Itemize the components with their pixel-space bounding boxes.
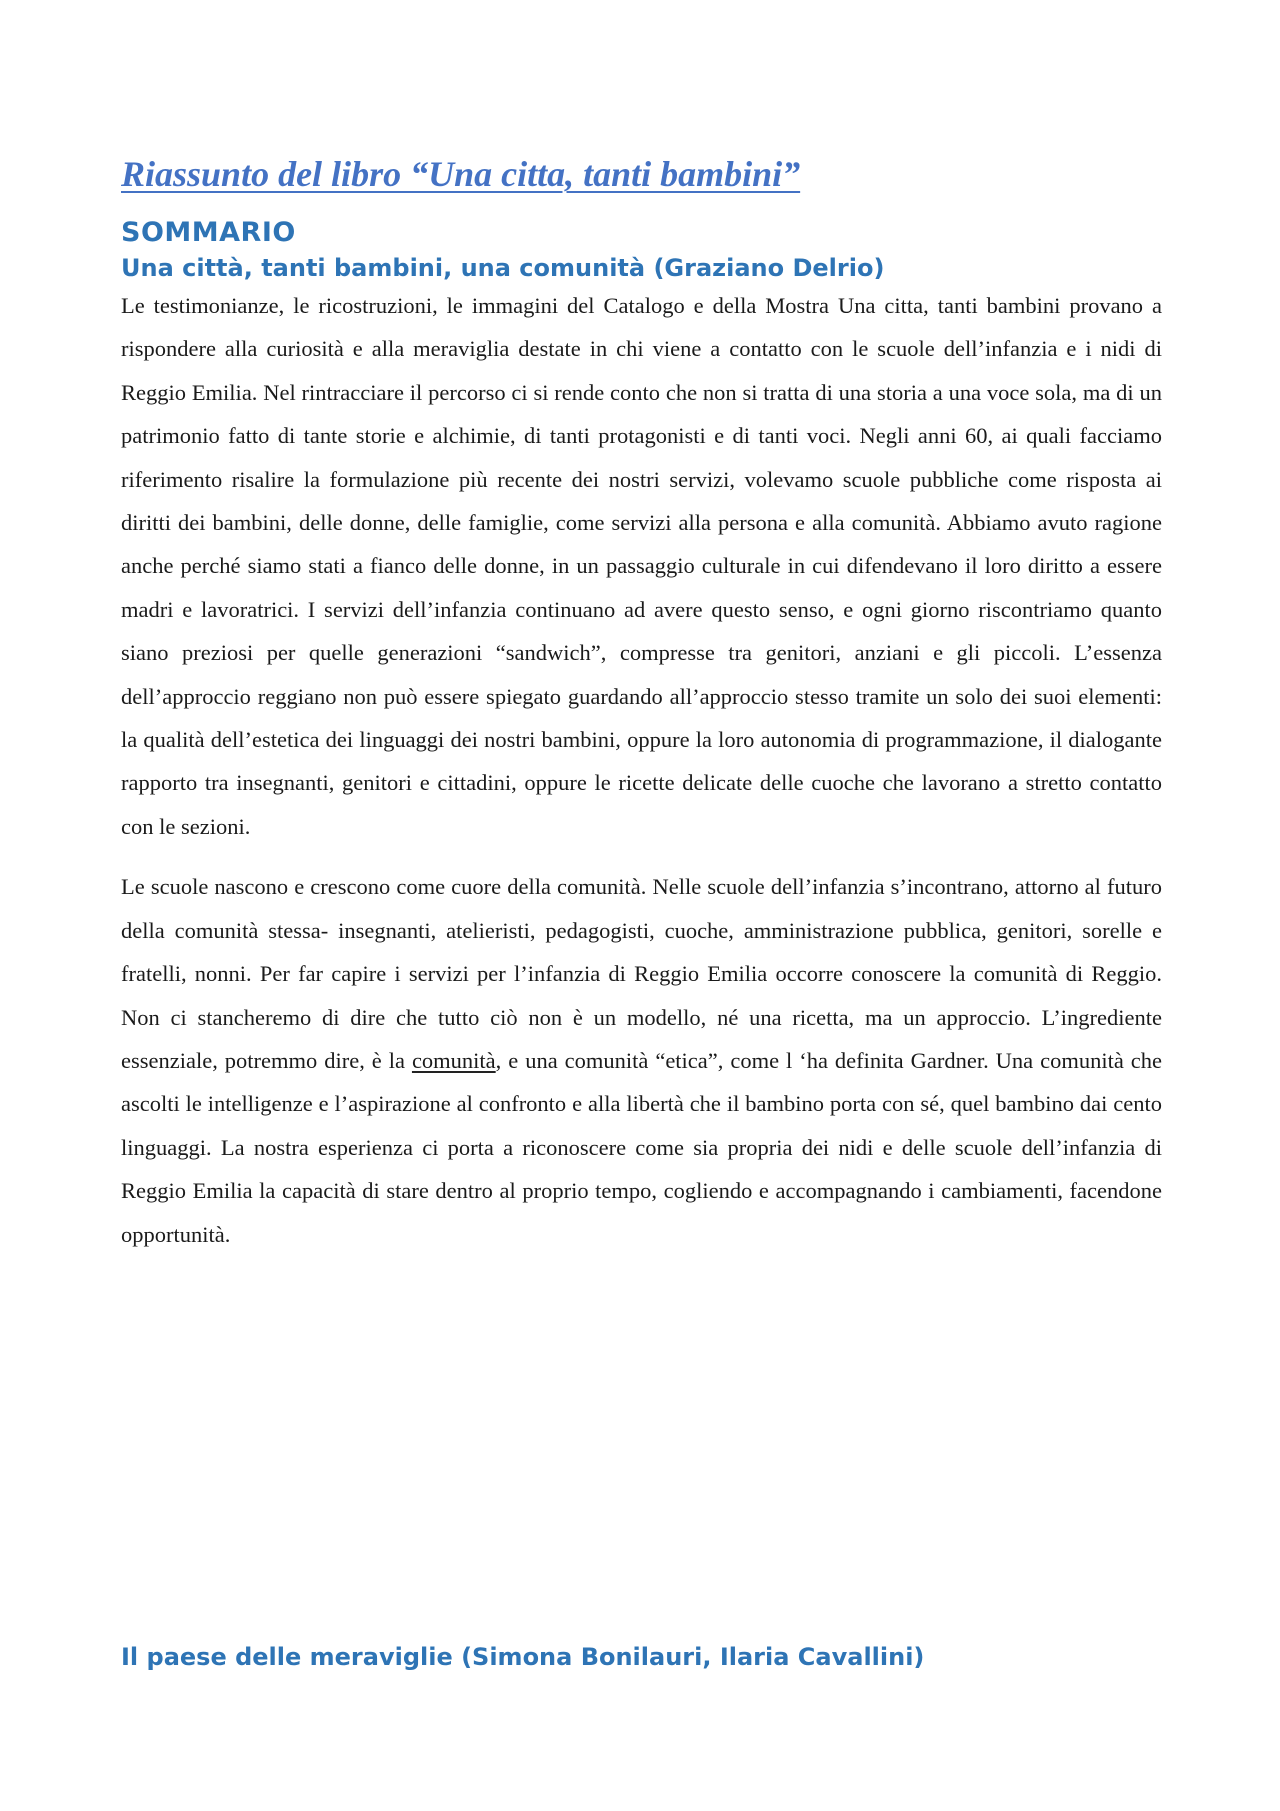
paragraph-1: Le testimonianze, le ricostruzioni, le immagini del Catalogo e della Mostra Una citta, tanti bambini provano a rispondere alla curiosità e alla meraviglia destate in chi viene a contatto con le scuole dell’infanzia e i nidi di Reggio Emilia. Nel rintracciare il percorso ci si rende conto che non si tratta di una storia a una voce sola, ma di un patrimonio fatto di tante storie e alchimie, di tanti protagonisti e di tanti voci. Negli anni 60, ai quali facciamo riferimento risalire la formulazione più recente dei nostri servizi, volevamo scuole pubbliche come risposta ai diritti dei bambini, delle donne, delle famiglie, come servizi alla persona e alla comunità. Abbiamo avuto ragione anche perché siamo stati a fianco delle donne, in un passaggio culturale in cui difendevano il loro diritto a essere madri e lavoratrici. I servizi dell’infanzia continuano ad avere questo senso, e ogni giorno riscontriamo quanto siano preziosi per quelle generazioni “sandwich”, compresse tra genitori, anziani e gli piccoli. L’essenza dell’approccio reggiano non può essere spiegato guardando all’approccio stesso tramite un solo dei suoi elementi: la qualità dell’estetica dei linguaggi dei nostri bambini, oppure la loro autonomia di programmazione, il dialogante rapporto tra insegnanti, genitori e cittadini, oppure le ricette delicate delle cuoche che lavorano a stretto contatto con le sezioni. xyxy=(121,293,1162,839)
paragraph-2 xyxy=(121,865,1162,1256)
document-content xyxy=(121,150,1162,1256)
toc-heading: SOMMARIO xyxy=(121,217,296,248)
section-heading-2: Il paese delle meraviglie (Simona Bonilauri, Ilaria Cavallini) xyxy=(121,1643,925,1671)
paragraph-2-text-after: , e una comunità “etica”, come l ‘ha definita Gardner. Una comunità che ascolti le intelligenze e l’aspirazione al confronto e alla libertà che il bambino porta con sé, quel bambino dai cento linguaggi. La nostra esperienza ci porta a riconoscere come sia propria dei nidi e delle scuole dell’infanzia di Reggio Emilia la capacità di stare dentro al proprio tempo, cogliendo e accompagnando i cambiamenti, facendone opportunità. xyxy=(121,1047,1163,1247)
section-heading-1: Una città, tanti bambini, una comunità (Graziano Delrio) xyxy=(121,254,885,282)
paragraph-2-text-before: Le scuole nascono e crescono come cuore della comunità. Nelle scuole dell’infanzia s’incontrano, attorno al futuro della comunità stessa- insegnanti, atelieristi, pedagogisti, cuoche, amministrazione pubblica, genitori, sorelle e fratelli, nonni. Per far capire i servizi per l’infanzia di Reggio Emilia occorre conoscere la comunità di Reggio. Non ci stancheremo di dire che tutto ciò non è un modello, né una ricetta, ma un approccio. L’ingrediente essenziale, potremmo dire, è la xyxy=(121,874,1162,1073)
document-title: Riassunto del libro “Una citta, tanti bambini” xyxy=(121,154,801,194)
underlined-word: comunità xyxy=(411,1047,496,1073)
